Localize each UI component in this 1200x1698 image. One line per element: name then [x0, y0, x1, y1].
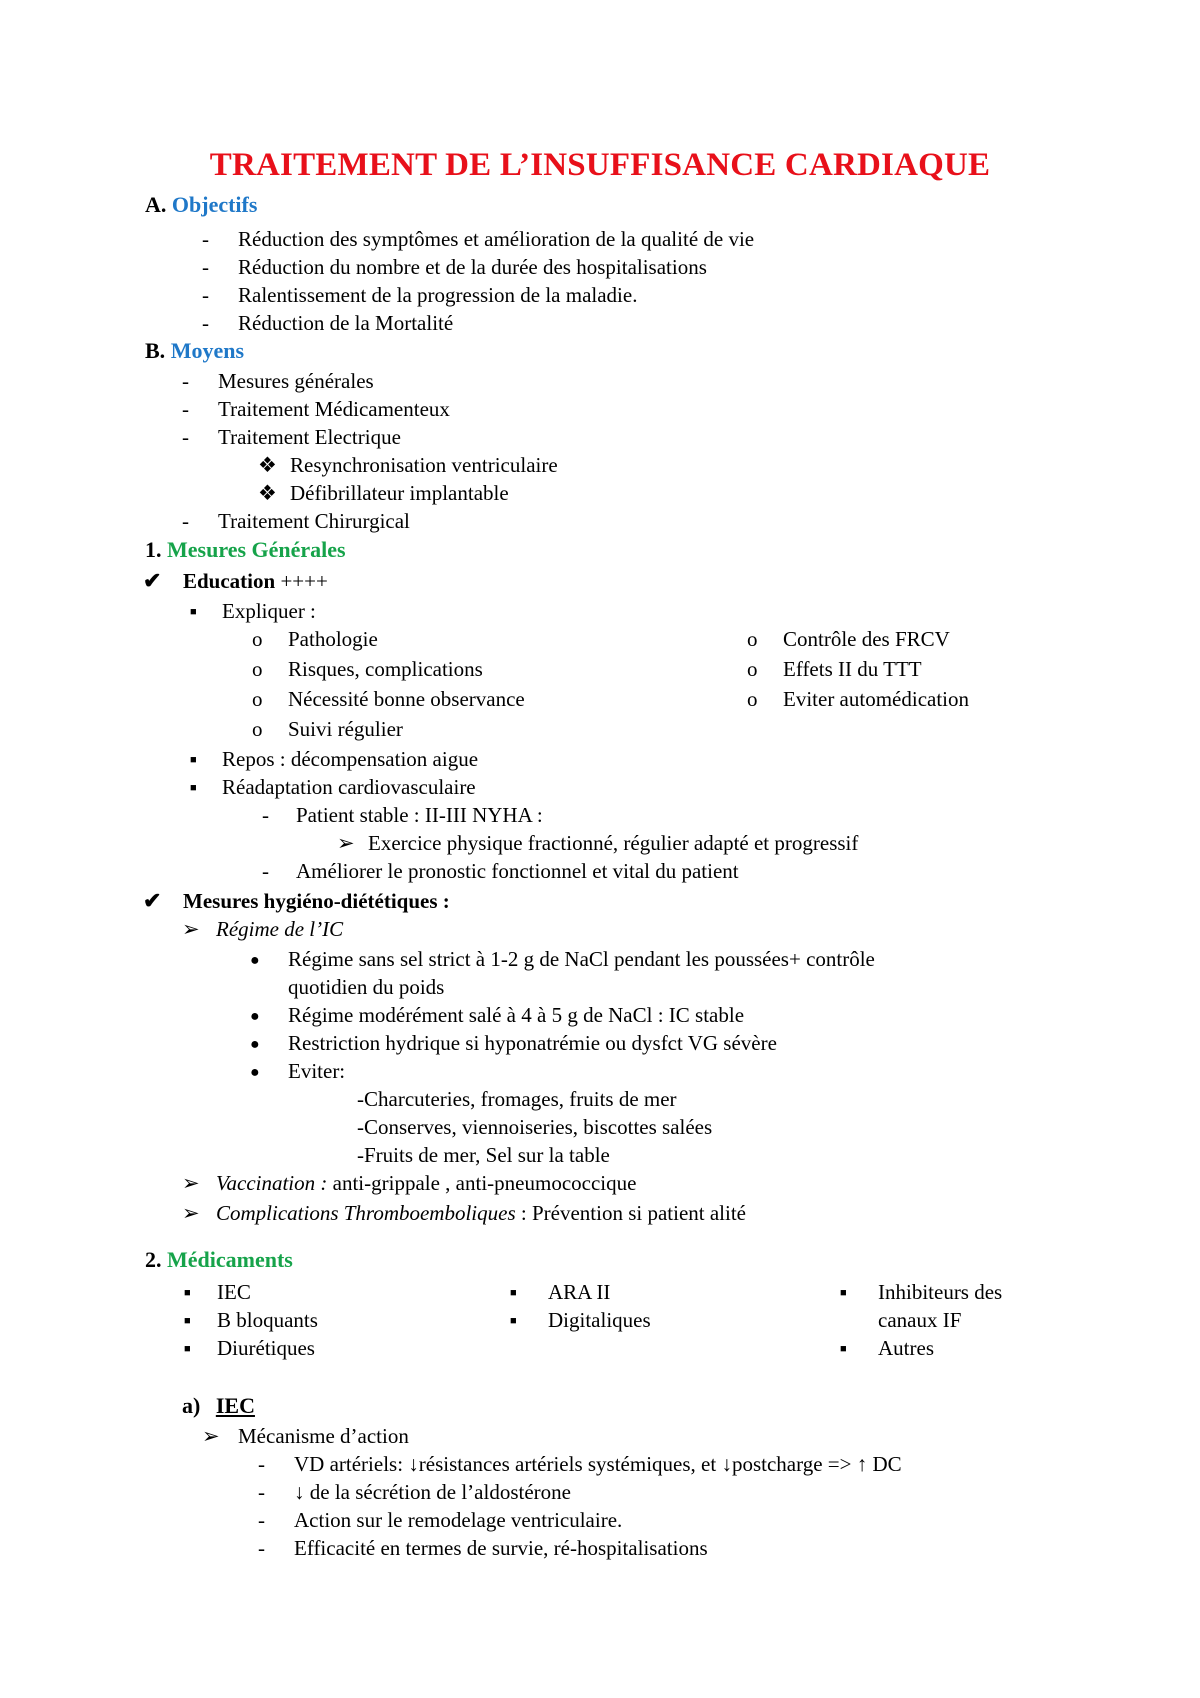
medicament-item: Diurétiques: [217, 1336, 315, 1360]
square-bullet-icon: ■: [840, 1287, 847, 1299]
thrombo-label: Complications Thromboemboliques: [216, 1201, 516, 1225]
ameliorer-item: Améliorer le pronostic fonctionnel et vital du patient: [296, 859, 739, 883]
patient-stable-item: Patient stable : II-III NYHA :: [296, 803, 543, 827]
dash-marker: -: [258, 1480, 265, 1504]
circle-bullet-icon: o: [252, 657, 263, 681]
circle-bullet-icon: o: [252, 627, 263, 651]
expliquer-right-item: Eviter automédication: [783, 687, 970, 711]
round-bullet-icon: ●: [250, 952, 260, 969]
moyens-item: Traitement Electrique: [218, 425, 401, 449]
dash-marker: -: [262, 803, 269, 827]
regime-item: Régime sans sel strict à 1-2 g de NaCl pendant les poussées+ contrôle: [288, 947, 875, 971]
arrow-bullet-icon: ➢: [202, 1424, 220, 1448]
vaccination-line: [216, 1170, 636, 1196]
square-bullet-icon: ■: [510, 1287, 517, 1299]
square-bullet-icon: ■: [190, 754, 197, 766]
arrow-bullet-icon: ➢: [337, 831, 355, 855]
section-2-heading: [145, 1247, 293, 1273]
vaccination-text: anti-grippale , anti-pneumococcique: [327, 1171, 637, 1195]
square-bullet-icon: ■: [840, 1343, 847, 1355]
round-bullet-icon: ●: [250, 1036, 260, 1053]
regime-item: Restriction hydrique si hyponatrémie ou dysfct VG sévère: [288, 1031, 777, 1055]
dash-marker: -: [258, 1508, 265, 1532]
circle-bullet-icon: o: [747, 687, 758, 711]
eviter-item: -Fruits de mer, Sel sur la table: [357, 1143, 610, 1167]
repos-item: Repos : décompensation aigue: [222, 747, 479, 771]
medicament-item: ARA II: [548, 1280, 611, 1304]
medicament-item: B bloquants: [217, 1308, 318, 1332]
dash-marker: -: [202, 227, 209, 251]
dash-marker: -: [182, 369, 189, 393]
expliquer-left-item: Suivi régulier: [288, 717, 403, 741]
expliquer-right-item: Contrôle des FRCV: [783, 627, 950, 651]
iec-item: ↓ de la sécrétion de l’aldostérone: [294, 1480, 571, 1504]
dash-marker: -: [202, 283, 209, 307]
moyens-item: Mesures générales: [218, 369, 374, 393]
medicament-item: IEC: [217, 1280, 251, 1304]
objectif-item: Réduction du nombre et de la durée des hospitalisations: [238, 255, 707, 279]
checkmark-icon: ✔: [143, 888, 162, 913]
dash-marker: -: [258, 1452, 265, 1476]
diamond-bullet-icon: ❖: [258, 481, 277, 505]
moyens-item: Traitement Chirurgical: [218, 509, 410, 533]
section-b-heading: [145, 338, 244, 364]
dash-marker: -: [182, 425, 189, 449]
square-bullet-icon: ■: [190, 782, 197, 794]
regime-heading: Régime de l’IC: [216, 917, 344, 941]
section-b-title: Moyens: [170, 338, 245, 363]
education-suffix: ++++: [275, 569, 328, 593]
section-a-title: Objectifs: [171, 192, 258, 217]
page-title: TRAITEMENT DE L’INSUFFISANCE CARDIAQUE: [209, 147, 991, 183]
regime-item: Régime modérément salé à 4 à 5 g de NaCl : IC stable: [288, 1003, 745, 1027]
medicament-item: Digitaliques: [548, 1308, 651, 1332]
circle-bullet-icon: o: [747, 657, 758, 681]
checkmark-icon: ✔: [143, 568, 162, 593]
arrow-bullet-icon: ➢: [182, 1201, 200, 1225]
regime-item: Eviter:: [288, 1059, 346, 1083]
circle-bullet-icon: o: [747, 627, 758, 651]
objectif-item: Réduction de la Mortalité: [238, 311, 454, 335]
electrique-sub-item: Défibrillateur implantable: [290, 481, 509, 505]
moyens-item: Traitement Médicamenteux: [218, 397, 450, 421]
square-bullet-icon: ■: [510, 1315, 517, 1327]
section-a-letter: A.: [145, 192, 167, 217]
medicament-item: Inhibiteurs des: [878, 1280, 1003, 1304]
dash-marker: -: [258, 1536, 265, 1560]
iec-item: VD artériels: ↓résistances artériels systémiques, et ↓postcharge => ↑ DC: [294, 1452, 902, 1476]
section-1-title: Mesures Générales: [167, 537, 346, 562]
education-title: Education: [183, 569, 276, 593]
dash-marker: -: [202, 311, 209, 335]
education-heading: [183, 568, 328, 594]
section-b-letter: B.: [145, 338, 166, 363]
iec-item: Action sur le remodelage ventriculaire.: [294, 1508, 623, 1532]
thrombo-line: [216, 1200, 746, 1226]
dash-marker: -: [202, 255, 209, 279]
mecanisme-heading: Mécanisme d’action: [238, 1424, 409, 1448]
round-bullet-icon: ●: [250, 1008, 260, 1025]
vaccination-label: Vaccination :: [216, 1171, 328, 1195]
square-bullet-icon: ■: [190, 606, 197, 618]
expliquer-left-item: Risques, complications: [288, 657, 483, 681]
iec-item: Efficacité en termes de survie, ré-hospitalisations: [294, 1536, 708, 1560]
eviter-item: -Conserves, viennoiseries, biscottes salées: [357, 1115, 713, 1139]
dash-marker: -: [262, 859, 269, 883]
square-bullet-icon: ■: [184, 1343, 191, 1355]
exercice-item: Exercice physique fractionné, régulier adapté et progressif: [368, 831, 859, 855]
diamond-bullet-icon: ❖: [258, 453, 277, 477]
section-1-number: 1.: [145, 537, 162, 562]
square-bullet-icon: ■: [184, 1315, 191, 1327]
iec-heading: [182, 1393, 255, 1419]
section-2-title: Médicaments: [167, 1247, 293, 1272]
expliquer-left-item: Pathologie: [288, 627, 378, 651]
iec-title: IEC: [215, 1393, 255, 1418]
section-1-heading: [145, 537, 346, 563]
electrique-sub-item: Resynchronisation ventriculaire: [290, 453, 558, 477]
regime-item-continued: quotidien du poids: [288, 975, 445, 999]
dash-marker: -: [182, 397, 189, 421]
objectif-item: Ralentissement de la progression de la maladie.: [238, 283, 638, 307]
readaptation-item: Réadaptation cardiovasculaire: [222, 775, 476, 799]
dash-marker: -: [182, 509, 189, 533]
iec-letter: a): [182, 1393, 201, 1418]
circle-bullet-icon: o: [252, 717, 263, 741]
section-2-number: 2.: [145, 1247, 162, 1272]
section-a-heading: [145, 192, 257, 218]
expliquer-label: Expliquer :: [222, 599, 316, 623]
objectif-item: Réduction des symptômes et amélioration de la qualité de vie: [238, 227, 755, 251]
medicament-item-continued: canaux IF: [878, 1308, 962, 1332]
medicament-item: Autres: [878, 1336, 934, 1360]
expliquer-left-item: Nécessité bonne observance: [288, 687, 525, 711]
square-bullet-icon: ■: [184, 1287, 191, 1299]
arrow-bullet-icon: ➢: [182, 1171, 200, 1195]
hygieno-heading: Mesures hygiéno-diététiques :: [183, 889, 450, 913]
eviter-item: -Charcuteries, fromages, fruits de mer: [357, 1087, 677, 1111]
expliquer-right-item: Effets II du TTT: [783, 657, 922, 681]
thrombo-text: : Prévention si patient alité: [515, 1201, 747, 1225]
arrow-bullet-icon: ➢: [182, 917, 200, 941]
round-bullet-icon: ●: [250, 1064, 260, 1081]
circle-bullet-icon: o: [252, 687, 263, 711]
